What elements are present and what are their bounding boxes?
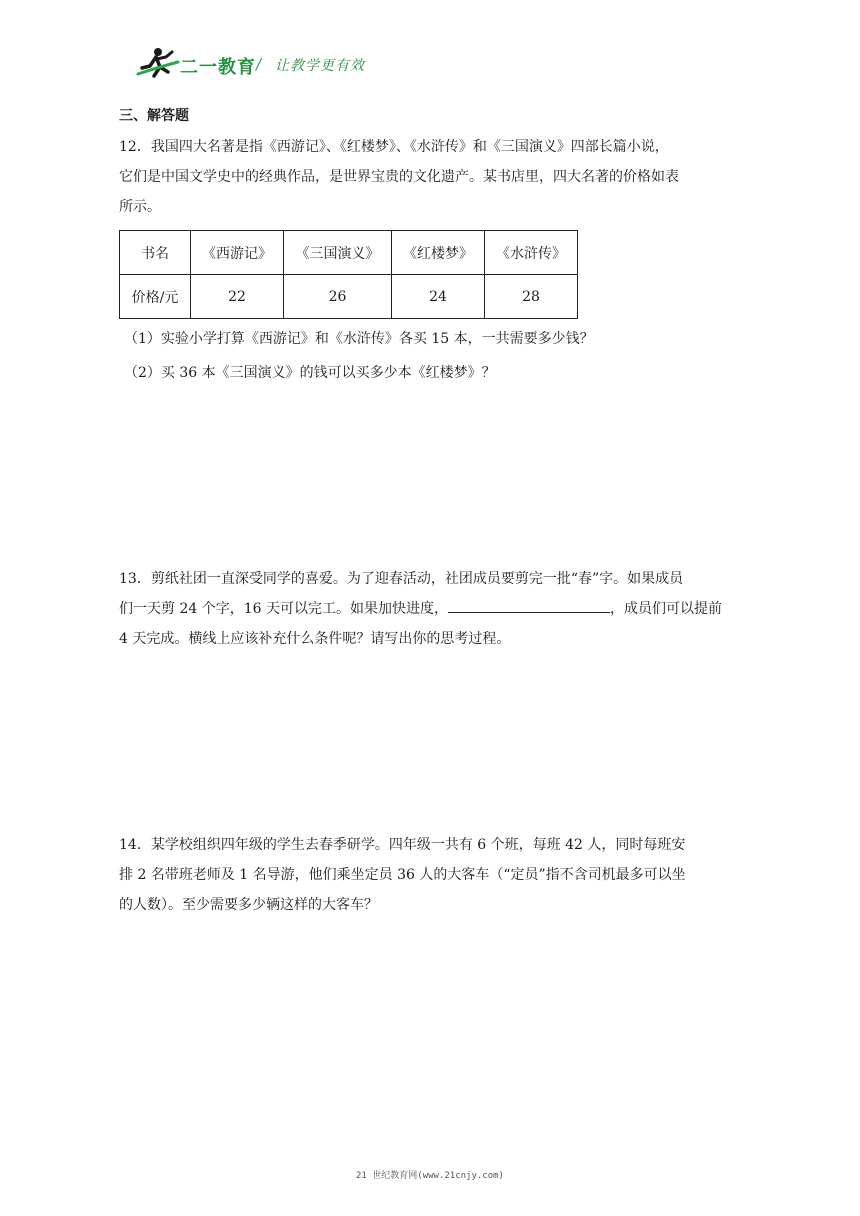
q14-line: 14．某学校组织四年级的学生去春季研学。四年级一共有 6 个班，每班 42 人，同时每班安 (119, 837, 686, 853)
q13-text: ，成员们可以提前 (609, 601, 722, 617)
table-cell: 书名 (120, 231, 191, 275)
running-figure-icon (136, 46, 180, 80)
answer-blank (448, 598, 610, 613)
q14-line: 的人数）。至少需要多少辆这样的大客车？ (119, 897, 378, 913)
logo-text: 二一教育 (180, 57, 256, 78)
q14-line: 排 2 名带班老师及 1 名导游，他们乘坐定员 36 人的大客车（“定员”指不含司机最多可以坐 (119, 867, 686, 883)
q12-line: 12．我国四大名著是指《西游记》、《红楼梦》、《水浒传》和《三国演义》四部长篇小说， (119, 139, 669, 155)
table-cell: 《水浒传》 (485, 231, 578, 275)
page-header (136, 46, 396, 80)
q12-subquestion-1: （1）实验小学打算《西游记》和《水浒传》各买 15 本，一共需要多少钱？ (124, 331, 594, 347)
table-cell: 《西游记》 (191, 231, 284, 275)
q13-line (119, 594, 739, 624)
table-cell: 《红楼梦》 (392, 231, 485, 275)
table-cell: 《三国演义》 (284, 231, 392, 275)
q13-text: 们一天剪 24 个字，16 天可以完工。如果加快进度， (119, 601, 448, 617)
question-12 (119, 132, 739, 222)
section-title: 三、解答题 (119, 108, 189, 124)
table-row (120, 275, 578, 319)
question-13 (119, 564, 739, 654)
question-14 (119, 830, 739, 920)
q12-line: 它们是中国文学史中的经典作品，是世界宝贵的文化遗产。某书店里，四大名著的价格如表 (119, 169, 679, 185)
table-cell: 26 (284, 275, 392, 319)
table-cell: 价格/元 (120, 275, 191, 319)
price-table (119, 230, 578, 319)
header-separator: / (256, 55, 262, 73)
page-footer: 21 世纪教育网(www.21cnjy.com) (356, 1171, 504, 1181)
q13-line: 13．剪纸社团一直深受同学的喜爱。为了迎春活动，社团成员要剪完一批“春”字。如果成员 (119, 571, 684, 587)
q12-line: 所示。 (119, 199, 161, 215)
table-cell: 28 (485, 275, 578, 319)
table-header-row (120, 231, 578, 275)
header-slogan: 让教学更有效 (275, 58, 365, 74)
table-cell: 24 (392, 275, 485, 319)
table-cell: 22 (191, 275, 284, 319)
q12-subquestion-2: （2）买 36 本《三国演义》的钱可以买多少本《红楼梦》？ (124, 365, 496, 381)
q13-line: 4 天完成。横线上应该补充什么条件呢？请写出你的思考过程。 (119, 631, 511, 647)
